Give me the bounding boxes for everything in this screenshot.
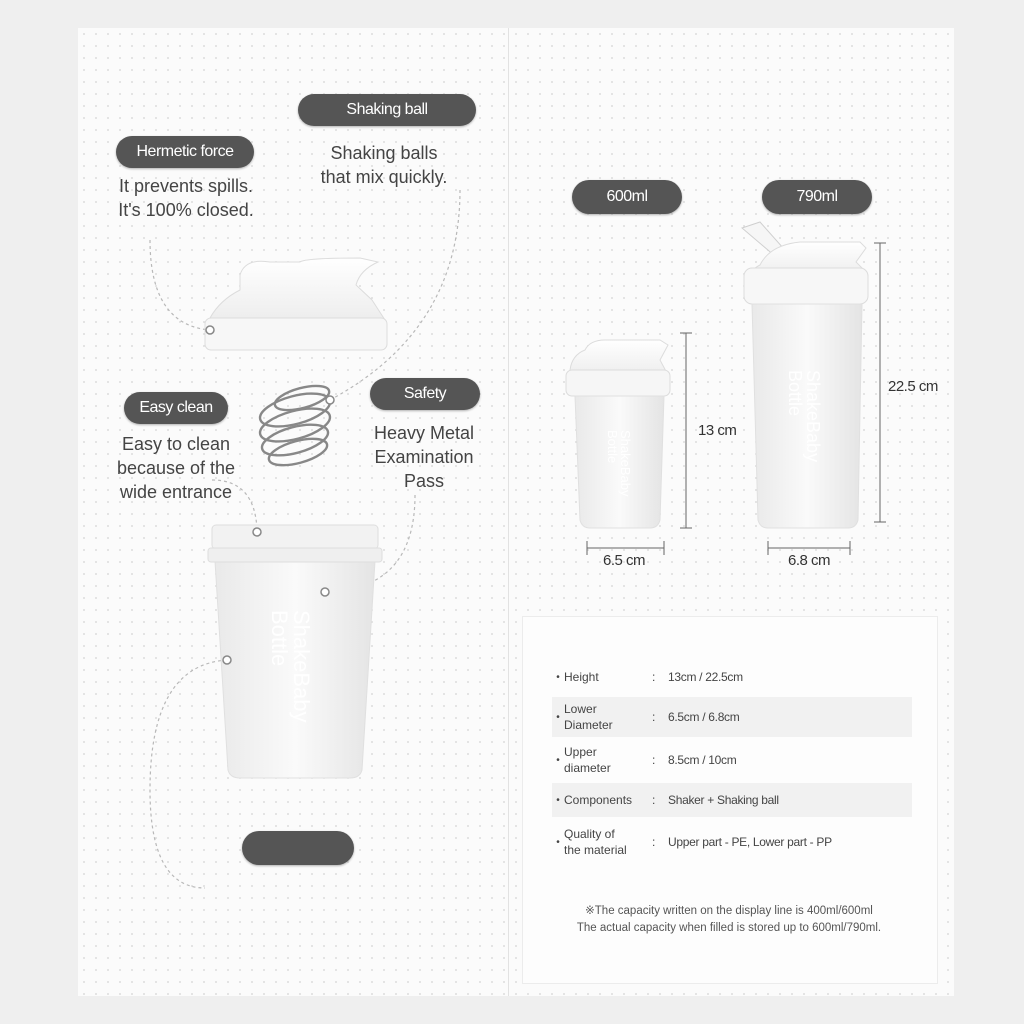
capacity-600-badge: 600ml [572, 180, 682, 214]
spec-row-height: • Height : 13cm / 22.5cm [556, 670, 743, 684]
hermetic-force-badge: Hermetic force [116, 136, 254, 168]
safety-caption: Heavy Metal Examination Pass [373, 423, 475, 491]
bottle-600-brand-label: ShakeBaby Bottle [605, 430, 633, 497]
cup-brand-label: ShakeBaby Bottle [267, 610, 314, 723]
height-790-label: 22.5 cm [888, 378, 938, 395]
spec-row-lower-diameter: • Lower Diameter : 6.5cm / 6.8cm [552, 697, 912, 737]
bottle-790-brand-label: ShakeBaby Bottle [785, 370, 823, 463]
lid-image [205, 258, 387, 350]
safety-badge: Safety [370, 378, 480, 410]
spec-row-components: • Components : Shaker + Shaking ball [552, 783, 912, 817]
height-600-label: 13 cm [698, 422, 737, 439]
whisk-ball-image [257, 381, 334, 470]
capacity-note-line2: The actual capacity when filled is stored up to 600ml/790ml. [576, 922, 882, 934]
easy-clean-caption: Easy to clean because of the wide entrance [116, 434, 236, 502]
capacity-790-badge: 790ml [762, 180, 872, 214]
hermetic-force-caption: It prevents spills. It's 100% closed. [118, 176, 254, 220]
width-790-label: 6.8 cm [788, 552, 831, 569]
bottom-badge [242, 831, 354, 865]
shaking-ball-caption: Shaking balls that mix quickly. [320, 143, 448, 187]
easy-clean-badge: Easy clean [124, 392, 228, 424]
width-600-label: 6.5 cm [603, 552, 646, 569]
capacity-note-line1: ※The capacity written on the display line is 400ml/600ml [585, 905, 873, 917]
spec-row-upper-diameter: • Upper diameter : 8.5cm / 10cm [556, 745, 737, 775]
shaking-ball-badge: Shaking ball [298, 94, 476, 126]
spec-row-material: • Quality of the material : Upper part - PE, Lower part - PP [556, 827, 832, 857]
